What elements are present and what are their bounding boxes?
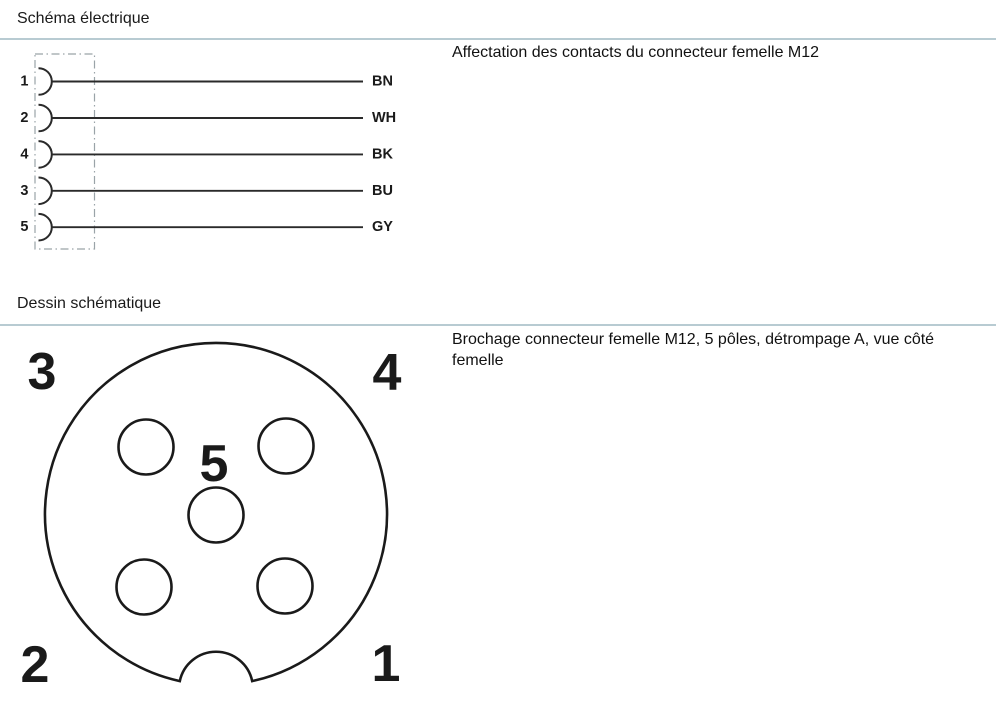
- section-title-schematic-drawing: Dessin schématique: [17, 295, 162, 312]
- pin-label-top-left: 3: [27, 343, 57, 401]
- pin-label-center: 5: [199, 435, 229, 493]
- connector-pinout-drawing: [0, 335, 440, 711]
- pin-number-label: 3: [20, 182, 29, 199]
- wire-color-label: BK: [372, 146, 393, 163]
- pin-label-bottom-right: 1: [371, 635, 401, 693]
- pin-label-top-right: 4: [372, 344, 402, 402]
- pin-label-bottom-left: 2: [20, 636, 50, 694]
- socket-contact-icon: [39, 68, 52, 95]
- pin-number-label: 5: [20, 219, 29, 236]
- wire-color-label: GY: [372, 219, 393, 236]
- pin-hole-3: [119, 420, 174, 475]
- pin-number-label: 1: [20, 73, 29, 90]
- schematic-drawing-caption: Brochage connecteur femelle M12, 5 pôles, détrompage A, vue côté femelle: [452, 331, 935, 369]
- electrical-schematic-caption: Affectation des contacts du connecteur femelle M12: [452, 44, 820, 61]
- wire-color-label: BN: [372, 73, 393, 90]
- wire-color-label: BU: [372, 182, 393, 199]
- section-divider: [0, 324, 996, 326]
- wiring-row: [20, 214, 393, 241]
- socket-contact-icon: [39, 214, 52, 241]
- pin-hole-2: [117, 560, 172, 615]
- wire-color-label: WH: [372, 110, 397, 126]
- wiring-row: [20, 178, 393, 205]
- wiring-row: [20, 141, 393, 168]
- wiring-diagram: [0, 44, 450, 274]
- pin-number-label: 4: [20, 146, 29, 163]
- section-title-electrical-schematic: Schéma électrique: [17, 10, 150, 27]
- socket-contact-icon: [39, 105, 52, 132]
- pin-hole-5: [189, 488, 244, 543]
- pin-number-label: 2: [20, 110, 29, 126]
- socket-contact-icon: [39, 178, 52, 205]
- section-divider: [0, 38, 996, 40]
- pin-hole-1: [258, 559, 313, 614]
- socket-contact-icon: [39, 141, 52, 168]
- wiring-row: [20, 105, 396, 132]
- pin-hole-4: [259, 419, 314, 474]
- connector-boundary-box: [35, 54, 95, 249]
- wiring-row: [20, 68, 393, 95]
